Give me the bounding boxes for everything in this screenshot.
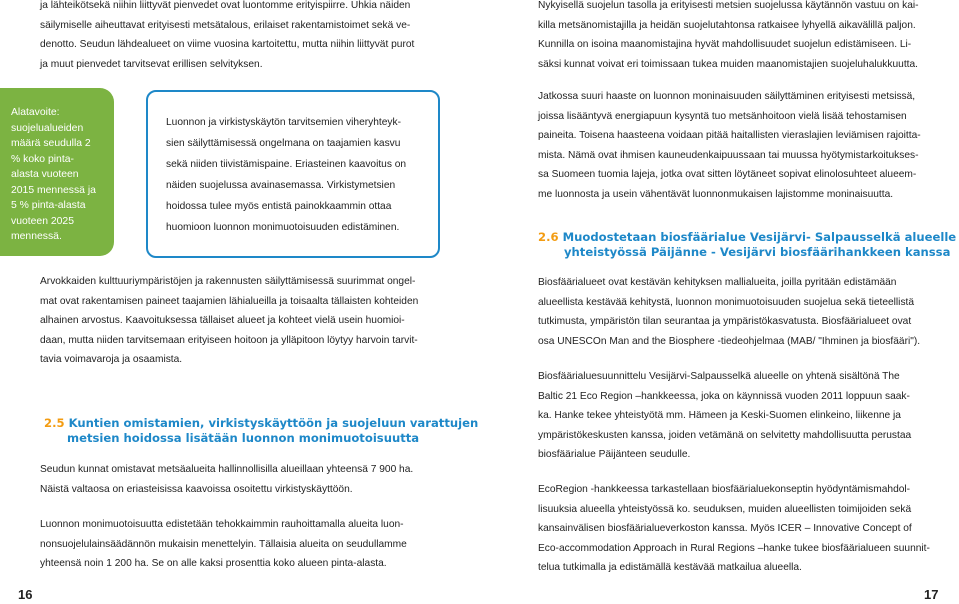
- text-line: biosfäärialue Päijänteen seudulle.: [538, 449, 691, 461]
- section-heading-2-6: [538, 230, 956, 260]
- callout-line: Alatavoite:: [11, 107, 60, 118]
- text-line: alueellista kestävää kehitystä, luonnon monimuotoisuuden suojelua sekä tieteellistä: [538, 296, 915, 308]
- text-line: alhainen arvostus. Kaavoituksessa tällaiset alueet ja kohteet vielä usein huomioi-: [40, 315, 405, 327]
- right-paragraph-baltic21: [538, 367, 911, 465]
- text-line: Eco-accommodation Approach in Rural Regions –hanke tukee biosfäärialueen suunnit-: [538, 542, 930, 554]
- heading-line: yhteistyössä Päijänne - Vesijärvi biosfäärihankkeen kanssa: [564, 245, 951, 259]
- text-line: Biosfäärialueet ovat kestävän kehityksen mallialueita, joilla pyritään edistämään: [538, 277, 897, 288]
- quote-line: sien säilyttämisessä ongelmana on taajamien kasvu: [166, 138, 401, 149]
- text-line: nonsuojelulainsäädännön mukaisin menettelyin. Tällaisia alueita on seudullamme: [40, 538, 407, 550]
- text-line: telua tutkimalla ja edistämällä kestävää matkailua alueella.: [538, 562, 802, 574]
- text-line: Näistä valtaosa on eriasteisissa kaavoissa osoitettu virkistyskäyttöön.: [40, 483, 353, 495]
- text-line: ja lähteikötsekä niihin liittyvät pienvedet ovat luontomme erityispiirre. Uhkia näiden: [40, 0, 411, 11]
- heading-line: Muodostetaan biosfäärialue Vesijärvi- Salpausselkä alueelle: [558, 230, 957, 244]
- callout-line: suojelualueiden: [11, 122, 84, 134]
- text-line: EcoRegion -hankkeessa tarkastellaan biosfäärialuekonseptin hyödyntämismahdol-: [538, 484, 911, 495]
- page-number-left: 16: [18, 587, 33, 602]
- text-line: Baltic 21 Eco Region –hankkeessa, joka on käynnissä vuoden 2011 loppuun saak-: [538, 390, 910, 402]
- text-line: denotto. Seudun lähdealueet on viime vuosina kartoitettu, mutta niihin liittyvät purot: [40, 39, 415, 51]
- callout-line: 2015 mennessä ja: [11, 184, 96, 196]
- text-line: mista. Nämä ovat ihmisen kauneudenkaipuussaan tai muussa hyötymistarkoitukses-: [538, 149, 919, 161]
- callout-line: % koko pinta-: [11, 153, 74, 165]
- text-line: Kunnilla on isoina maanomistajina hyvät mahdollisuudet suojelun edistämiseen. Li-: [538, 39, 912, 51]
- heading-number: 2.6: [538, 230, 559, 244]
- text-line: tutkimusta, ympäristön tilan seurantaa ja ympäristökasvatusta. Biosfäärialueet ovat: [538, 316, 912, 328]
- heading-line: metsien hoidossa lisätään luonnon monimuotoisuutta: [67, 431, 420, 445]
- text-line: säilymiselle aiheuttavat erityisesti metsätalous, erilaiset rakentamistoimet sekä ve-: [40, 19, 411, 31]
- text-line: kansainvälisen biosfäärialueverkoston kanssa. Myös ICER – Innovative Concept of: [538, 523, 912, 535]
- callout-line: alasta vuoteen: [11, 169, 79, 180]
- text-line: tavia voimavaroja ja osaamista.: [40, 354, 183, 366]
- text-line: ympäristökeskusten kanssa, joiden vetämänä on selvitetty mahdollisuutta perustaa: [538, 429, 912, 441]
- text-line: lisuuksia alueella yhteistyössä ko. seuduksen, muiden alueellisten toimijoiden sekä: [538, 503, 912, 515]
- left-paragraph-conservation: [40, 515, 407, 574]
- quote-line: huomioon luonnon monimuotoisuuden edistäminen.: [166, 222, 400, 233]
- text-line: Arvokkaiden kulttuuriympäristöjen ja rakennusten säilyttämisessä suurimmat ongel-: [40, 276, 416, 287]
- quote-line: Luonnon ja virkistyskäytön tarvitsemien viheryhteyk-: [166, 117, 401, 128]
- left-paragraph-cultural-environments: [40, 272, 418, 370]
- text-line: Seudun kunnat omistavat metsäalueita hallinnollisilla alueillaan yhteensä 7 900 ha.: [40, 464, 414, 475]
- quote-line: näiden suojelussa avainasemassa. Virkistymetsien: [166, 180, 396, 191]
- heading-line: Kuntien omistamien, virkistyskäyttöön ja suojeluun varattujen: [64, 416, 479, 430]
- callout-line: mennessä.: [11, 231, 62, 242]
- text-line: mat ovat rakentamisen paineet taajamien lähialueilla ja toisaalta tällaisten kohteiden: [40, 295, 419, 307]
- right-paragraph-ecoregion: [538, 480, 930, 578]
- section-heading-2-5: [44, 416, 478, 446]
- highlight-quote-box: [146, 90, 440, 258]
- callout-line: 5 % pinta-alasta: [11, 200, 86, 211]
- callout-line: määrä seudulla 2: [11, 138, 91, 149]
- text-line: Jatkossa suuri haaste on luonnon moninaisuuden säilyttäminen erityisesti metsissä,: [538, 91, 916, 102]
- text-line: killa metsänomistajilla ja heidän suojelutahtonsa ratkaisee lyhyellä aikavälillä paljon.: [538, 19, 916, 31]
- text-line: yhteensä noin 1 200 ha. Se on alle kaksi prosenttia koko alueen pinta-alasta.: [40, 558, 387, 570]
- quote-line: sekä niiden tiivistämispaine. Eriasteinen kaavoitus on: [166, 159, 407, 170]
- text-line: ja muut pienvedet tarvitsevat erillisen selvityksen.: [40, 58, 263, 70]
- text-line: daan, mutta niiden tarvitsemaan erityiseen hoitoon ja ylläpitoon löytyy harvoin tarvit-: [40, 334, 418, 346]
- text-line: Luonnon monimuotoisuutta edistetään tehokkaimmin rauhoittamalla alueita luon-: [40, 519, 404, 530]
- target-callout-box: [0, 88, 114, 256]
- heading-number: 2.5: [44, 416, 65, 430]
- text-line: Biosfäärialuesuunnittelu Vesijärvi-Salpausselkä alueelle on yhtenä sisältönä The: [538, 371, 900, 382]
- right-top-paragraph: [538, 0, 919, 74]
- text-line: osa UNESCOn Man and the Biosphere -tiedeohjelmaa (MAB/ "Ihminen ja biosfääri").: [538, 335, 921, 347]
- text-line: joissa lisääntyvä energiapuun kysyntä tuo metsänhoitoon vielä lisää tehostamisen: [538, 110, 907, 122]
- page-number-right: 17: [924, 587, 939, 602]
- left-paragraph-municipal-forests: [40, 460, 413, 499]
- right-paragraph-challenges: [538, 87, 921, 205]
- text-line: Nykyisellä suojelun tasolla ja erityisesti metsien suojelussa käytännön vastuu on kai-: [538, 0, 919, 11]
- text-line: säksi kunnat voivat eri toimissaan tukea muiden maanomistajien suojeluhalukkuutta.: [538, 58, 918, 70]
- callout-line: vuoteen 2025: [11, 215, 74, 227]
- text-line: paineita. Toisena haasteena voidaan pitää haitallisten vieraslajien leviämisen rajoitta-: [538, 130, 921, 142]
- text-line: ka. Hanke tekee yhteistyötä mm. Hämeen ja Keski-Suomen elinkeino, liikenne ja: [538, 410, 901, 422]
- left-top-paragraph: [40, 0, 414, 74]
- text-line: sa Suomeen tuomia lajeja, jotka ovat sitten löytäneet sopivat elinolosuhteet alueem-: [538, 169, 917, 181]
- text-line: me luonnosta ja usein vähentävät luonnonmukaisen lajistomme moninaisuutta.: [538, 188, 894, 200]
- quote-line: hoidossa tulee myös entistä painokkaammin ottaa: [166, 201, 392, 212]
- right-paragraph-biosphere-definition: [538, 273, 920, 351]
